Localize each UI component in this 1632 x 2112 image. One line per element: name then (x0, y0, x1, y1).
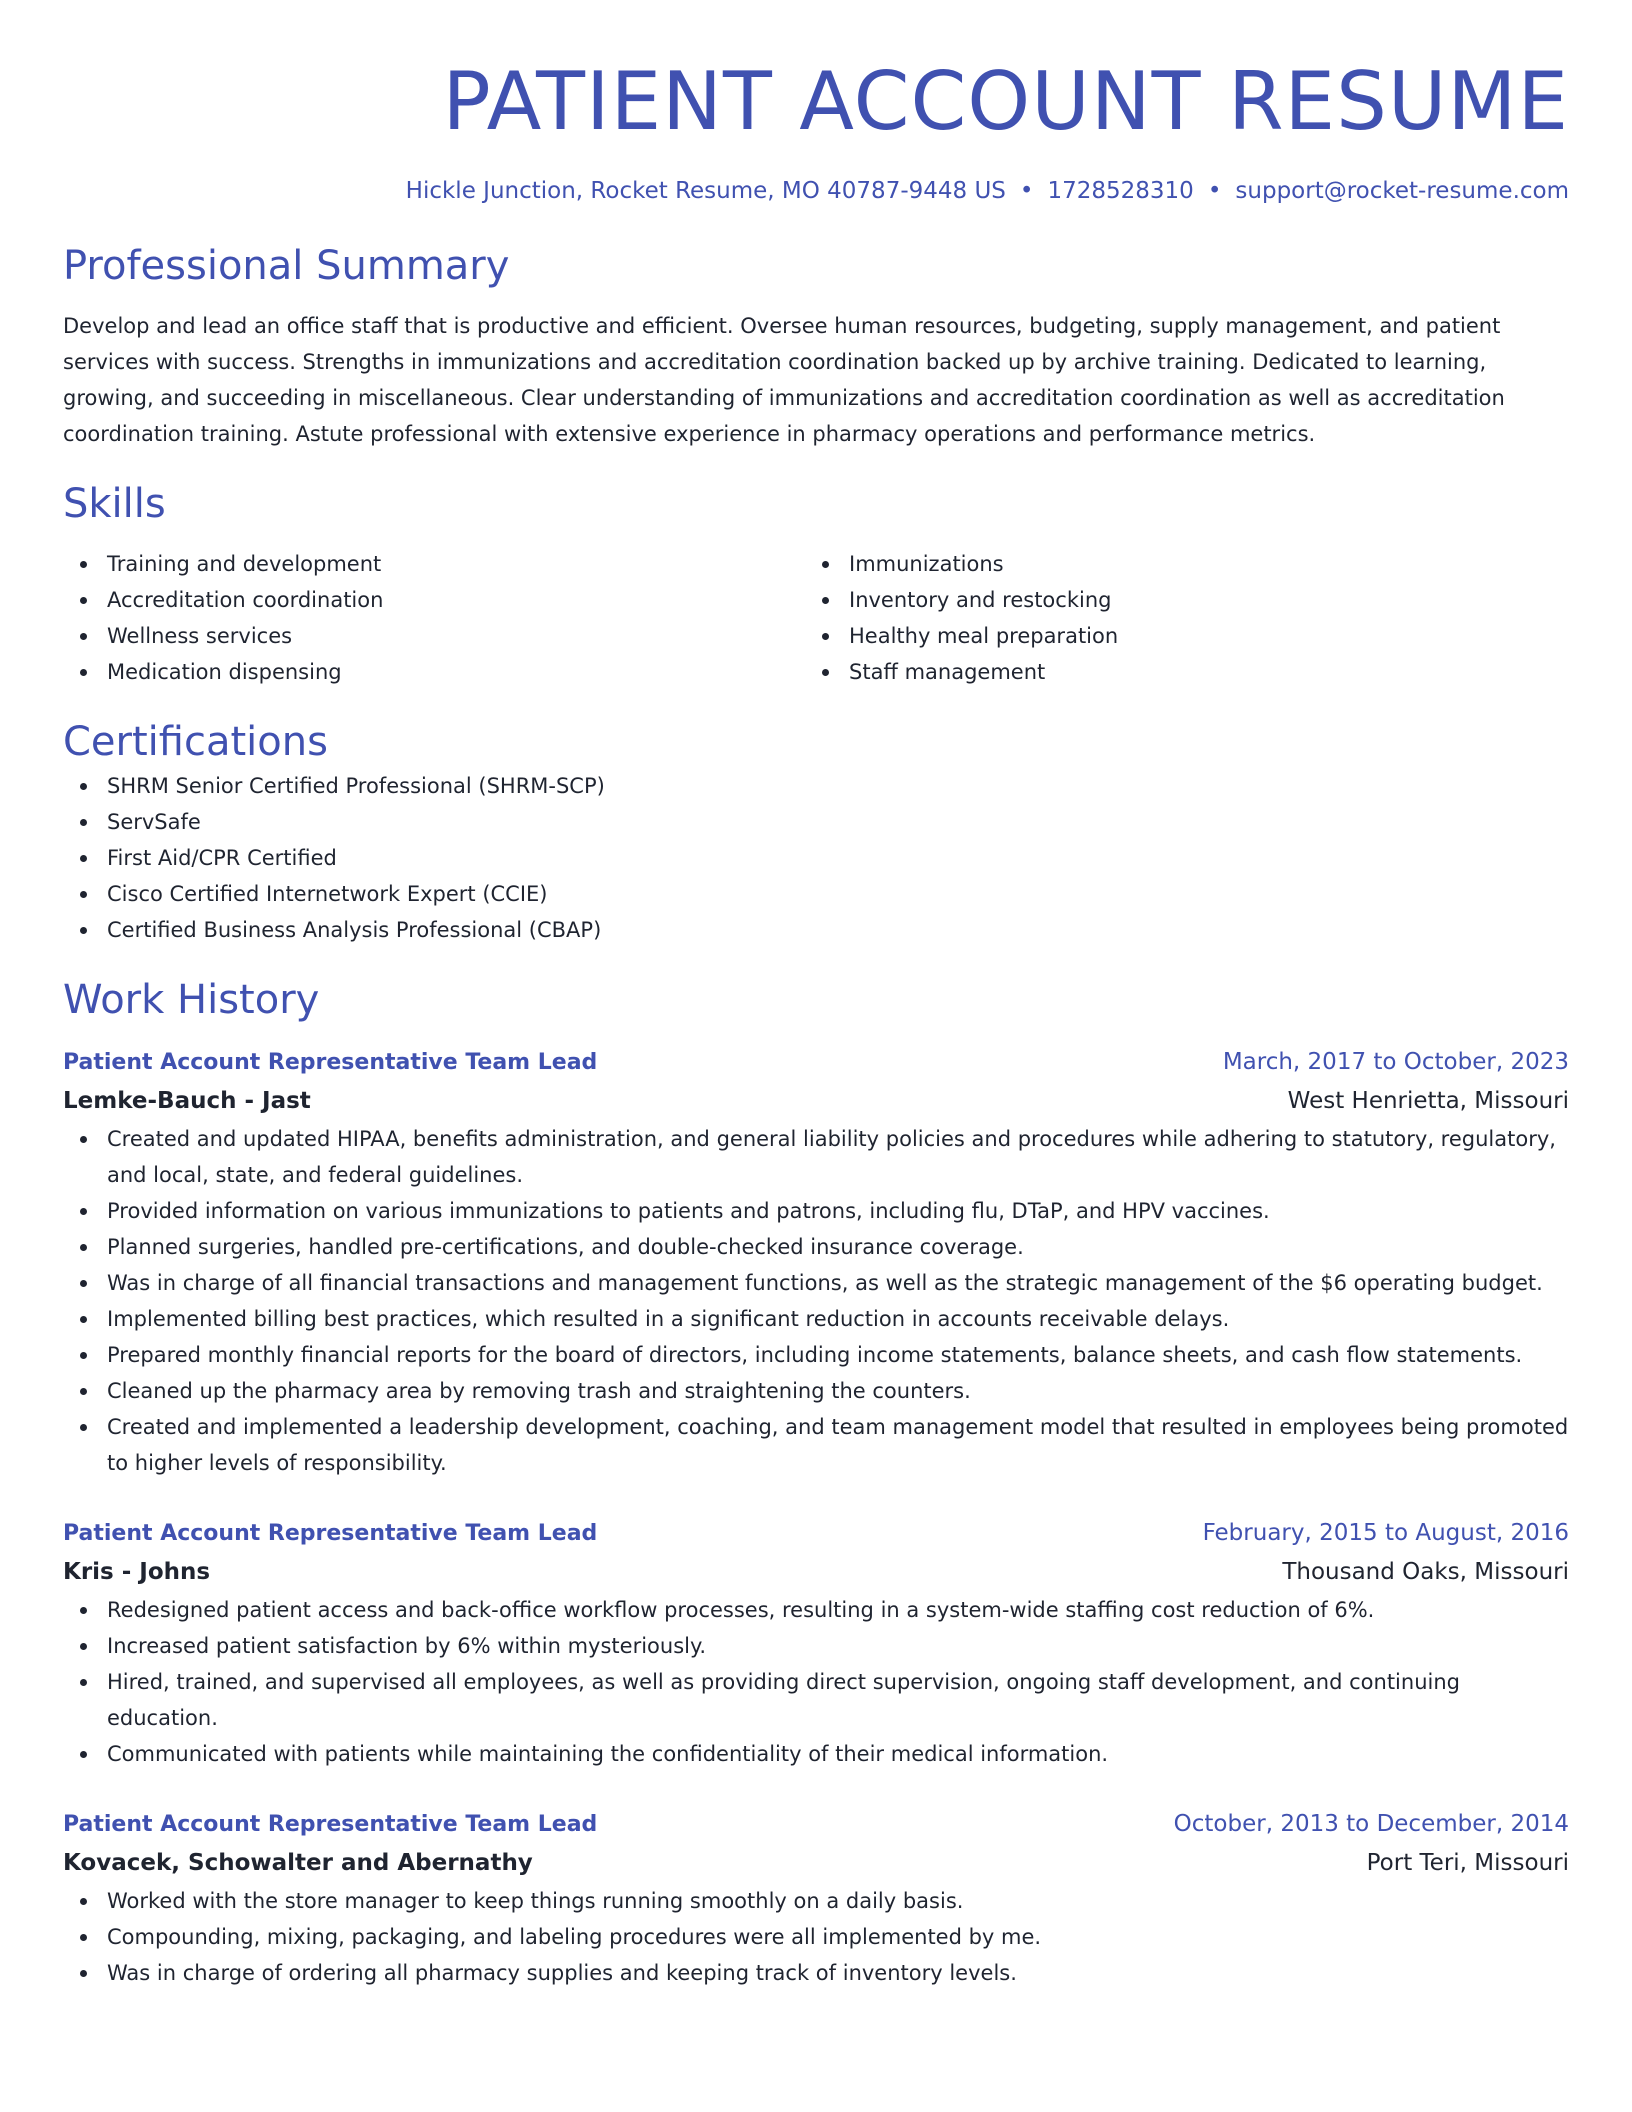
job-dates: March, 2017 to October, 2023 (1222, 1049, 1569, 1075)
job-dates: February, 2015 to August, 2016 (1202, 1520, 1569, 1546)
certification-item: Cisco Certified Internetwork Expert (CCIE) (63, 876, 1569, 912)
job-bullet: Cleaned up the pharmacy area by removing trash and straightening the counters. (63, 1373, 1569, 1409)
skills-column-left (63, 546, 805, 690)
job-bullets (63, 1883, 1569, 1991)
job-company: Kris - Johns (63, 1559, 211, 1585)
skills-list-right (805, 546, 1547, 690)
contact-separator: • (1019, 178, 1034, 204)
skills-grid (63, 546, 1569, 690)
job-bullet: Created and updated HIPAA, benefits administration, and general liability policies and procedures while adhering to statutory, regulatory, and local, state, and federal guidelines. (63, 1121, 1569, 1193)
job-bullet: Provided information on various immunizations to patients and patrons, including flu, DTaP, and HPV vaccines. (63, 1193, 1569, 1229)
job-entry (63, 1515, 1569, 1772)
certification-item: SHRM Senior Certified Professional (SHRM-SCP) (63, 768, 1569, 804)
job-location: Thousand Oaks, Missouri (1282, 1559, 1569, 1585)
skill-item: Wellness services (63, 618, 805, 654)
job-bullet: Was in charge of ordering all pharmacy supplies and keeping track of inventory levels. (63, 1955, 1569, 1991)
certification-item: First Aid/CPR Certified (63, 840, 1569, 876)
job-bullet: Was in charge of all financial transactions and management functions, as well as the strategic management of the $6 operating budget. (63, 1265, 1569, 1301)
job-entry (63, 1044, 1569, 1481)
job-entry (63, 1806, 1569, 1991)
job-bullet: Compounding, mixing, packaging, and labeling procedures were all implemented by me. (63, 1919, 1569, 1955)
resume-title: PATIENT ACCOUNT RESUME (442, 55, 1569, 148)
job-bullet: Planned surgeries, handled pre-certifications, and double-checked insurance coverage. (63, 1229, 1569, 1265)
job-bullets (63, 1592, 1569, 1772)
certification-item: Certified Business Analysis Professional (CBAP) (63, 912, 1569, 948)
job-location: Port Teri, Missouri (1366, 1850, 1569, 1876)
job-bullets (63, 1121, 1569, 1481)
job-title: Patient Account Representative Team Lead (63, 1812, 598, 1837)
skill-item: Immunizations (805, 546, 1547, 582)
certification-item: ServSafe (63, 804, 1569, 840)
certifications-heading: Certifications (63, 719, 328, 765)
job-bullet: Created and implemented a leadership development, coaching, and team management model that resulted in employees being promoted to higher levels of responsibility. (63, 1409, 1569, 1481)
certifications-list (63, 768, 1569, 948)
job-bullet: Communicated with patients while maintaining the confidentiality of their medical information. (63, 1736, 1569, 1772)
job-title: Patient Account Representative Team Lead (63, 1050, 598, 1075)
job-bullet: Prepared monthly financial reports for the board of directors, including income statements, balance sheets, and cash flow statements. (63, 1337, 1569, 1373)
work-history-heading: Work History (63, 977, 320, 1023)
job-company: Kovacek, Schowalter and Abernathy (63, 1850, 533, 1876)
job-company-row (63, 1843, 1569, 1883)
job-bullet: Hired, trained, and supervised all employees, as well as providing direct supervision, ongoing staff development, and continuing education. (63, 1664, 1569, 1736)
job-company-row (63, 1081, 1569, 1121)
contact-phone: 1728528310 (1047, 178, 1194, 204)
skills-heading: Skills (63, 481, 166, 527)
contact-address: Hickle Junction, Rocket Resume, MO 40787-9448 US (405, 178, 1006, 204)
summary-text: Develop and lead an office staff that is productive and efficient. Oversee human resources, budgeting, supply management, and patient services with success. Strengths in immunizations and accreditation coordination backed up by archive training. Dedicated to learning, growing, and succeeding in miscellaneous. Clear understanding of immunizations and accreditation coordination as well as accreditation coordination training. Astute professional with extensive experience in pharmacy operations and performance metrics. (63, 314, 1505, 446)
job-bullet: Increased patient satisfaction by 6% within mysteriously. (63, 1628, 1569, 1664)
job-bullet: Worked with the store manager to keep things running smoothly on a daily basis. (63, 1883, 1569, 1919)
job-dates: October, 2013 to December, 2014 (1173, 1811, 1569, 1837)
job-company: Lemke-Bauch - Jast (63, 1088, 311, 1114)
job-header-row (63, 1515, 1569, 1552)
skill-item: Training and development (63, 546, 805, 582)
skill-item: Medication dispensing (63, 654, 805, 690)
skill-item: Accreditation coordination (63, 582, 805, 618)
job-header-row (63, 1806, 1569, 1843)
skill-item: Healthy meal preparation (805, 618, 1547, 654)
job-company-row (63, 1552, 1569, 1592)
skill-item: Inventory and restocking (805, 582, 1547, 618)
skill-item: Staff management (805, 654, 1547, 690)
contact-email[interactable]: support@rocket-resume.com (1235, 178, 1569, 204)
job-bullet: Implemented billing best practices, which resulted in a significant reduction in accounts receivable delays. (63, 1301, 1569, 1337)
contact-line (63, 176, 1569, 206)
job-title: Patient Account Representative Team Lead (63, 1521, 598, 1546)
contact-separator: • (1207, 178, 1222, 204)
summary-heading: Professional Summary (63, 243, 510, 289)
skills-column-right (805, 546, 1547, 690)
skills-list-left (63, 546, 805, 690)
job-header-row (63, 1044, 1569, 1081)
job-bullet: Redesigned patient access and back-office workflow processes, resulting in a system-wide staffing cost reduction of 6%. (63, 1592, 1569, 1628)
job-location: West Henrietta, Missouri (1287, 1088, 1569, 1114)
